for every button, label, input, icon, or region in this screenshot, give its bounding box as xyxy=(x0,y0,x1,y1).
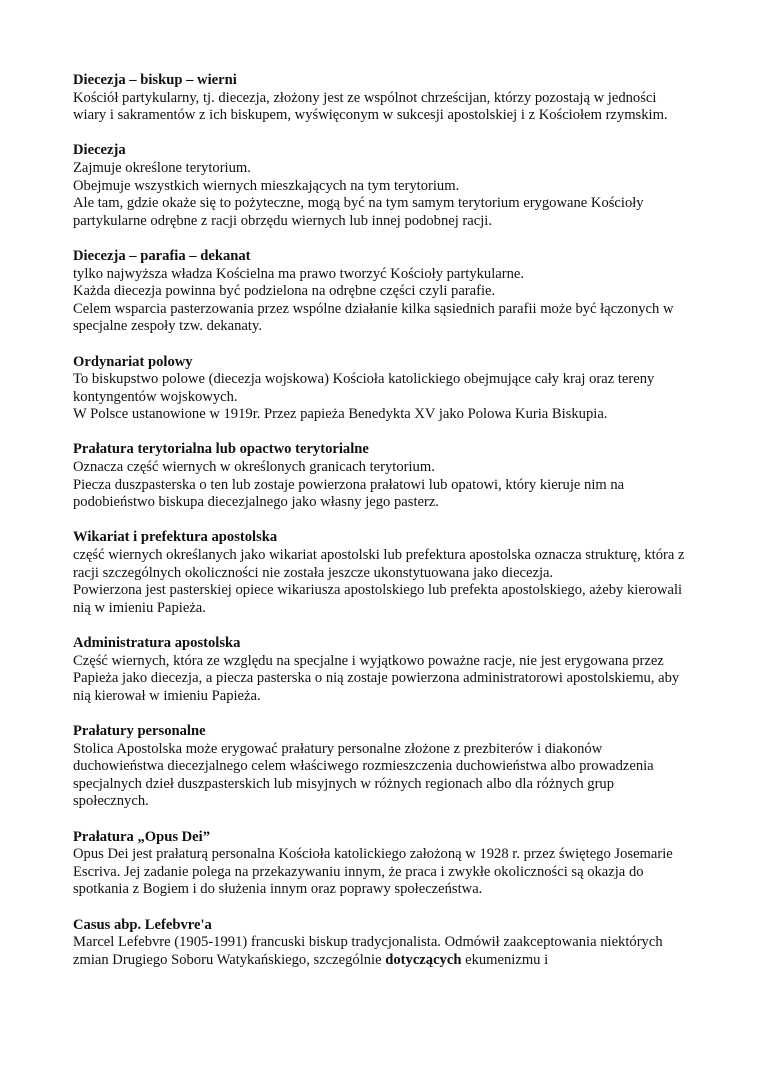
section-heading: Prałatury personalne xyxy=(73,722,206,739)
paragraph-text-continued: ekumenizmu i xyxy=(461,951,549,968)
section-paragraph: Opus Dei jest prałaturą personalna Kościoła katolickiego założoną w 1928 r. przez świętego Josemarie Escriva. Jej zadanie polega na przekazywaniu innym, że praca i zwykłe okoliczności są okazja do spotkania z Bogiem i do służenia innym oraz poprawy społeczeństwa. xyxy=(73,846,673,898)
section-paragraph: Każda diecezja powinna być podzielona na odrębne części czyli parafie. xyxy=(73,283,496,300)
section-paragraph: Piecza duszpasterska o ten lub zostaje powierzona prałatowi lub opatowi, który kieruje nim na podobieństwo biskupa diecezjalnego jako własny jego pasterz. xyxy=(73,476,625,511)
section xyxy=(73,354,690,424)
section-lefebvre xyxy=(73,917,690,970)
section-heading: Prałatura terytorialna lub opactwo terytorialne xyxy=(73,441,369,458)
section-paragraph: część wiernych określanych jako wikariat apostolski lub prefektura apostolska oznacza strukturę, która z racji szczególnych okoliczności nie została jeszcze ukonstytuowana jako diecezja. xyxy=(73,547,685,581)
bold-word: dotyczących xyxy=(385,951,462,968)
section-heading: Diecezja – biskup – wierni xyxy=(73,72,237,88)
section-paragraph: Stolica Apostolska może erygować prałatury personalne złożone z prezbiterów i diakonów duchowieństwa diecezjalnego celem właściwego rozmieszczenia duchowieństwa albo prowadzenia specjalnych dzieł duszpasterskich lub misyjnych w różnych regionach albo dla różnych grup społecznych. xyxy=(73,740,654,810)
section-paragraph: Powierzona jest pasterskiej opiece wikariusza apostolskiego lub prefekta apostolskiego, ażeby kierowali nią w imieniu Papieża. xyxy=(73,582,683,616)
section xyxy=(73,829,690,899)
section-heading: Ordynariat polowy xyxy=(73,353,193,370)
section-paragraph: Obejmuje wszystkich wiernych mieszkających na tym terytorium. xyxy=(73,177,460,194)
section-paragraph xyxy=(73,934,690,969)
section-paragraph: Oznacza część wiernych w określonych granicach terytorium. xyxy=(73,459,435,476)
section xyxy=(73,142,690,230)
section-paragraph: Kościół partykularny, tj. diecezja, złożony jest ze wspólnot chrześcijan, którzy pozostają w jedności wiary i sakramentów z ich biskupem, wyświęconym w sukcesji apostolskiej i z Kościołem rzymskim. xyxy=(73,89,668,124)
section-heading: Wikariat i prefektura apostolska xyxy=(73,529,278,546)
section-heading: Administratura apostolska xyxy=(73,635,241,651)
section-heading: Casus abp. Lefebvre'a xyxy=(73,916,212,933)
section-paragraph: W Polsce ustanowione w 1919r. Przez papieża Benedykta XV jako Polowa Kuria Biskupia. xyxy=(73,406,608,423)
section xyxy=(73,248,690,336)
section xyxy=(73,635,690,705)
document-body xyxy=(73,72,690,899)
section-paragraph: Ale tam, gdzie okaże się to pożyteczne, mogą być na tym samym terytorium erygowane Kościoły partykularne odrębne z racji obrzędu wiernych lub innej podobnej racji. xyxy=(73,195,644,229)
section-heading: Diecezja – parafia – dekanat xyxy=(73,247,251,264)
section-paragraph: tylko najwyższa władza Kościelna ma prawo tworzyć Kościoły partykularne. xyxy=(73,265,525,282)
section-paragraph: Celem wsparcia pasterzowania przez wspólne działanie kilka sąsiednich parafii może być łączonych w specjalne zespoły tzw. dekanaty. xyxy=(73,300,674,335)
section xyxy=(73,72,690,125)
section-paragraph: Zajmuje określone terytorium. xyxy=(73,159,251,176)
section xyxy=(73,723,690,811)
section xyxy=(73,529,690,617)
paragraph-text: Marcel Lefebvre (1905-1991) francuski biskup tradycjonalista. Odmówił zaakceptowania niektórych zmian Drugiego Soboru Watykańskiego, szczególnie xyxy=(73,934,663,968)
section-heading: Prałatura „Opus Dei” xyxy=(73,828,211,845)
section-paragraph: Część wiernych, która ze względu na specjalne i wyjątkowo poważne racje, nie jest erygowana przez Papieża jako diecezja, a piecza pasterska o nią zostaje powierzona administratorowi apostolskiemu, aby nią kierował w imieniu Papieża. xyxy=(73,652,680,704)
section-heading: Diecezja xyxy=(73,142,126,159)
section xyxy=(73,441,690,511)
section-paragraph: To biskupstwo polowe (diecezja wojskowa) Kościoła katolickiego obejmujące cały kraj oraz tereny kontyngentów wojskowych. xyxy=(73,371,655,405)
